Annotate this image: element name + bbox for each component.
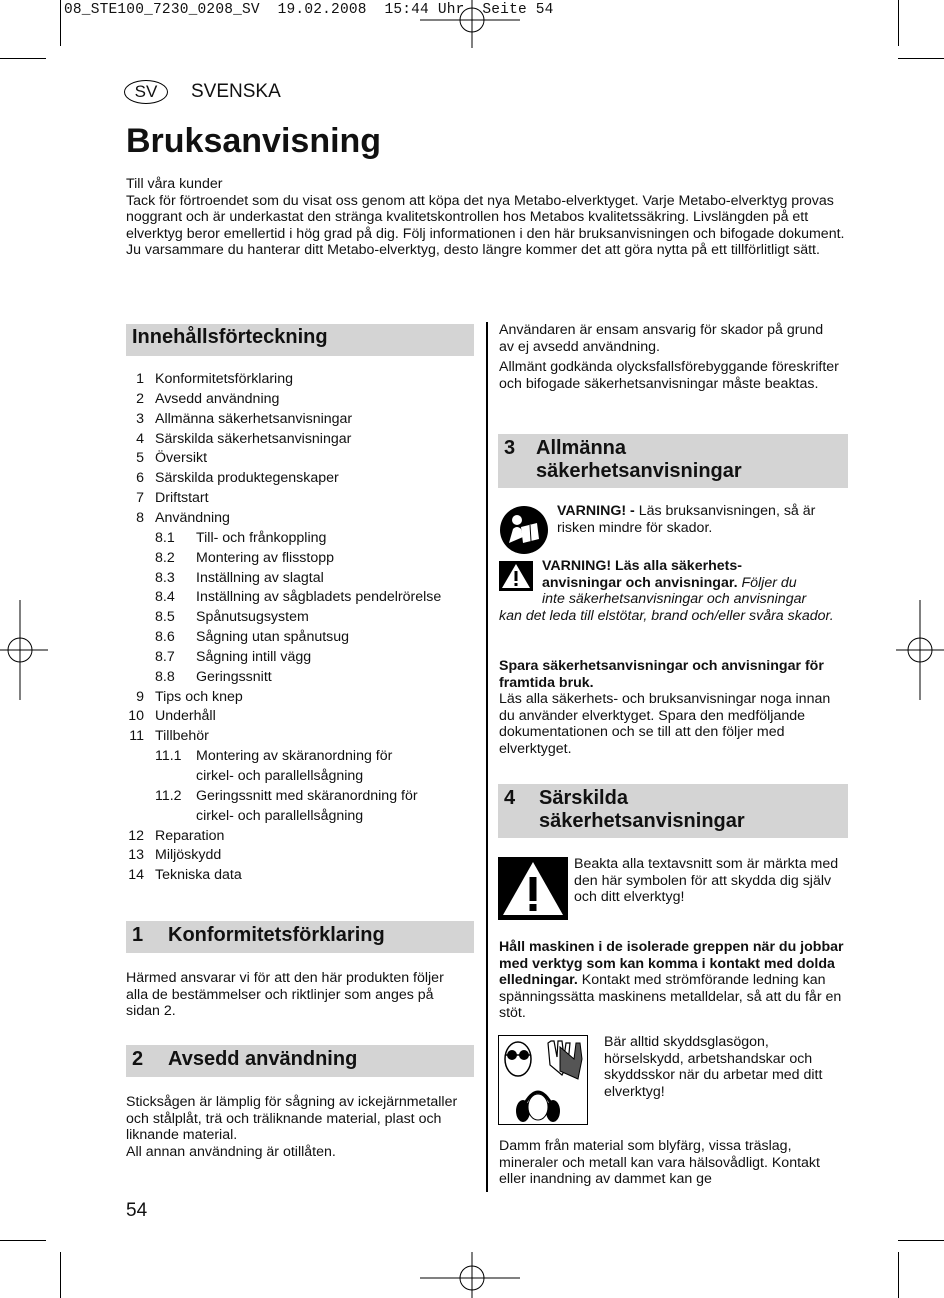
toc-item-label: Särskilda produktegenskaper xyxy=(155,470,339,487)
toc-item-label: Montering av skäranordning för xyxy=(196,748,393,765)
toc-item-label: Inställning av slagtal xyxy=(196,569,324,586)
toc-item-label: Underhåll xyxy=(155,708,216,725)
registration-mark-right xyxy=(896,600,944,700)
toc-item-label: Driftstart xyxy=(155,490,209,507)
language-name: SVENSKA xyxy=(191,81,281,102)
protective-equipment-icon xyxy=(498,1035,588,1125)
toc-heading-text: Innehållsförteckning xyxy=(132,326,328,348)
warning-2-italic-a: Följer du xyxy=(737,574,797,591)
section-4-number: 4 xyxy=(504,787,516,809)
dust-warning xyxy=(499,1138,839,1188)
registration-mark-top xyxy=(420,0,520,52)
toc-item-label: Tips och knep xyxy=(155,688,243,705)
section-1-title: Konformitetsförklaring xyxy=(168,924,385,946)
section-1-number: 1 xyxy=(132,924,144,946)
section-2-heading xyxy=(126,1045,474,1077)
toc-item-number: 8 xyxy=(136,509,144,526)
hold-insulated xyxy=(499,939,844,1022)
toc-item-label: cirkel- och parallellsågning xyxy=(196,768,364,784)
registration-mark-left xyxy=(0,600,48,700)
toc-item-label: Miljöskydd xyxy=(155,847,222,864)
ppe-text: Bär alltid skyddsglasögon, hörselskydd, arbetshandskar och skyddsskor när du arbetar med ditt elverktyg! xyxy=(604,1034,823,1100)
toc-item-label: Tillbehör xyxy=(155,728,209,745)
column-divider xyxy=(486,322,488,1192)
toc-item-number: 4 xyxy=(136,430,144,447)
warning-1 xyxy=(557,503,847,536)
warning-2 xyxy=(499,558,844,624)
keep-bold: Spara säkerhetsanvisningar och anvisningar för framtida bruk. xyxy=(499,658,824,691)
toc-item-label: Geringssnitt xyxy=(196,668,272,685)
toc-item-label: Till- och frånkoppling xyxy=(196,529,327,546)
toc-item-number: 8.8 xyxy=(155,668,175,685)
toc-item-number: 7 xyxy=(136,490,144,507)
ppe-note xyxy=(604,1034,849,1100)
toc-item-number: 8.1 xyxy=(155,529,175,546)
toc-item-number: 11.2 xyxy=(155,787,182,804)
read-manual-icon xyxy=(499,505,549,555)
toc-heading xyxy=(126,324,474,356)
hold-bold: Håll maskinen i de isolerade greppen när du jobbar med verktyg som kan komma i kontakt med dolda elledningar. xyxy=(499,939,844,989)
registration-mark-bottom xyxy=(420,1252,520,1298)
toc-item-label: Montering av flisstopp xyxy=(196,549,335,566)
toc-item-number: 6 xyxy=(136,470,144,487)
intro xyxy=(126,176,846,259)
warning-2-italic-c: kan det leda till elstötar, brand och/eller svåra skador. xyxy=(499,607,834,624)
toc-item-label: Tekniska data xyxy=(155,867,242,884)
toc-item-label: Avsedd användning xyxy=(155,390,280,407)
warning-1-text: Läs bruksanvisningen, så är risken mindre för skador. xyxy=(557,503,816,536)
toc-item-number: 3 xyxy=(136,410,144,427)
section-2-text-2: All annan användning är otillåten. xyxy=(126,1143,336,1160)
toc-item-label: Översikt xyxy=(155,450,208,467)
hold-text: Kontakt med strömförande ledning kan spänningssätta maskinens metalldelar, så att du får en stöt. xyxy=(499,972,842,1022)
section-3-heading xyxy=(498,434,848,488)
section-4-heading xyxy=(498,784,848,838)
toc-list xyxy=(126,370,474,890)
dust-text: Damm från material som blyfärg, vissa träslag, mineraler och metall kan vara hälsovådligt. Kontakt eller inandning av dammet kan ge xyxy=(499,1138,820,1188)
warning-1-bold: VARNING! - xyxy=(557,503,635,519)
page-number: 54 xyxy=(126,1200,148,1221)
toc-item-number: 2 xyxy=(136,390,144,407)
section-3-number: 3 xyxy=(504,437,516,459)
toc-item-label: cirkel- och parallellsågning xyxy=(196,807,364,824)
toc-item-label: Geringssnitt med skäranordning för xyxy=(196,787,418,804)
toc-item-number: 8.4 xyxy=(155,589,175,606)
section-2-number: 2 xyxy=(132,1048,144,1070)
toc-item-label: Spånutsugsystem xyxy=(196,609,309,626)
warning-2-bold-line-1: VARNING! Läs alla säkerhets- xyxy=(542,558,743,574)
warning-symbol-icon xyxy=(498,857,568,920)
toc-item-number: 10 xyxy=(128,708,144,725)
section-1-heading xyxy=(126,921,474,953)
right-intro xyxy=(499,322,839,392)
toc-item-number: 5 xyxy=(136,450,144,467)
print-header: 08_STE100_7230_0208_SV 19.02.2008 15:44 Uhr Seite 54 xyxy=(64,2,554,18)
section-2-body xyxy=(126,1094,466,1160)
toc-item-label: Sågning intill vägg xyxy=(196,648,312,665)
crop-mark xyxy=(0,58,46,59)
toc-item-number: 8.2 xyxy=(155,549,175,566)
keep-text: Läs alla säkerhets- och bruksanvisningar noga innan du använder elverktyget. Spara den medföljande dokumentationen och se till att den följer med elverktyget. xyxy=(499,691,831,757)
warning-2-italic-b: inte säkerhetsanvisningar och anvisningar xyxy=(542,591,807,608)
section-3-title-line-1: Allmänna xyxy=(536,437,627,459)
toc-item-number: 14 xyxy=(128,867,144,884)
toc-item-number: 9 xyxy=(136,688,144,705)
warning-2-bold-line-2: anvisningar och anvisningar. xyxy=(542,574,738,591)
section-4-title-line-1: Särskilda xyxy=(539,787,628,809)
crop-mark xyxy=(898,58,944,59)
crop-mark xyxy=(0,1240,46,1241)
section-1-body xyxy=(126,970,446,1020)
crop-mark xyxy=(898,1240,944,1241)
toc-item-number: 8.5 xyxy=(155,609,175,626)
toc-item-number: 12 xyxy=(128,827,144,844)
keep-instructions xyxy=(499,658,839,758)
section-3-title-line-2: säkerhetsanvisningar xyxy=(536,460,742,482)
toc-item-number: 11.1 xyxy=(155,748,182,765)
page-title: Bruksanvisning xyxy=(126,122,382,160)
right-paragraph-1: Användaren är ensam ansvarig för skador på grund av ej avsedd användning. xyxy=(499,322,824,355)
section-2-title: Avsedd användning xyxy=(168,1048,358,1070)
toc-item-label: Särskilda säkerhetsanvisningar xyxy=(155,430,352,447)
toc-item-label: Allmänna säkerhetsanvisningar xyxy=(155,410,353,427)
crop-mark xyxy=(60,0,61,46)
toc-item-number: 11 xyxy=(129,728,144,745)
crop-mark xyxy=(60,1252,61,1298)
crop-mark xyxy=(898,0,899,46)
toc-item-number: 13 xyxy=(128,847,144,864)
toc-item-number: 8.3 xyxy=(155,569,175,586)
crop-mark xyxy=(898,1252,899,1298)
symbol-note xyxy=(574,856,842,906)
intro-greeting: Till våra kunder xyxy=(126,176,223,192)
symbol-note-text: Beakta alla textavsnitt som är märkta med den här symbolen för att skydda dig själv och ditt elverktyg! xyxy=(574,856,839,906)
toc-item-number: 1 xyxy=(136,371,144,387)
toc-item-label: Reparation xyxy=(155,827,225,844)
toc-item-number: 8.6 xyxy=(155,629,175,646)
toc-item-number: 8.7 xyxy=(155,648,175,665)
intro-text: Tack för förtroendet som du visat oss genom att köpa det nya Metabo-elverktyget. Varje Metabo-elverktyg provas noggrant och är underkastat den stränga kvalitetskontrollen hos Metabos kvalitetssäkring. Livslängden på ett elverktyg beror emellertid i hög grad på dig. Följ informationen i den här bruksanvisningen och bifogade dokument. Ju varsammare du hanterar ditt Metabo-elverktyg, desto längre kommer det att göra nytta på ett tillförlitligt sätt. xyxy=(126,192,845,259)
language-code-badge: SV xyxy=(124,80,168,104)
toc-item-label: Användning xyxy=(155,509,230,526)
section-4-title-line-2: säkerhetsanvisningar xyxy=(539,810,745,832)
section-1-text: Härmed ansvarar vi för att den här produkten följer alla de bestämmelser och riktlinjer som anges på sidan 2. xyxy=(126,970,444,1020)
right-paragraph-2: Allmänt godkända olycksfallsförebyggande föreskrifter och bifogade säkerhetsanvisningar måste beaktas. xyxy=(499,359,839,392)
section-2-text: Sticksågen är lämplig för sågning av ickejärnmetaller och stålplåt, trä och träliknande material, plast och liknande material. xyxy=(126,1094,458,1144)
toc-item-label: Konformitetsförklaring xyxy=(155,371,293,387)
toc-item-label: Sågning utan spånutsug xyxy=(196,629,350,646)
toc-item-label: Inställning av sågbladets pendelrörelse xyxy=(196,589,442,606)
